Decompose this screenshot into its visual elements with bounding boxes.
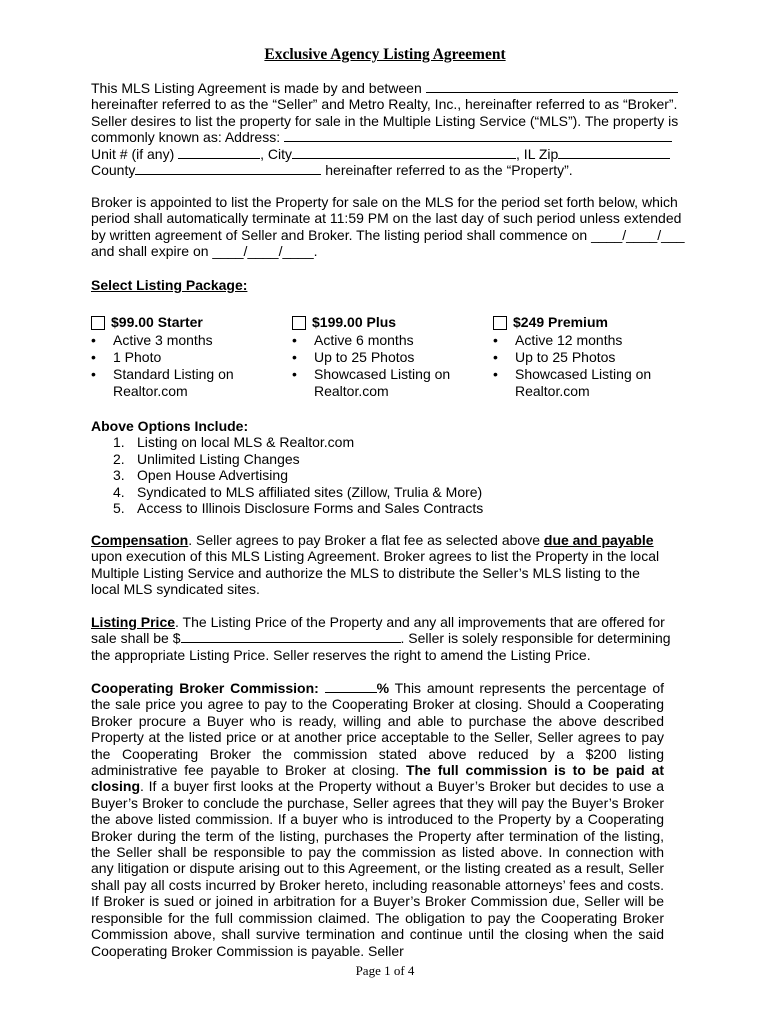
- premium-checkbox[interactable]: [493, 316, 507, 330]
- coop-commission-paragraph: [91, 680, 664, 959]
- coop-label: Cooperating Broker Commission:: [91, 680, 319, 696]
- period-paragraph: [91, 194, 691, 260]
- option-item: 1. Listing on local MLS & Realtor.com: [113, 434, 355, 451]
- listing-price-paragraph: [91, 614, 691, 663]
- listing-price-blank[interactable]: [181, 630, 401, 643]
- package-name: $99.00 Starter: [111, 314, 203, 330]
- package-premium: [493, 314, 683, 400]
- options-section: [91, 418, 691, 516]
- listing-price-text: . The Listing Price of the Property and any all improvements that are offered for: [175, 614, 665, 630]
- intro-line-2: hereinafter referred to as the “Seller” and Metro Realty, Inc., hereinafter referred to as “Broker”.: [91, 96, 678, 113]
- intro-line-1: This MLS Listing Agreement is made by and between: [91, 80, 422, 96]
- package-bullet: • Up to 25 Photos: [493, 349, 683, 366]
- coop-percent-blank[interactable]: [325, 680, 377, 693]
- zip-label: , IL Zip: [516, 145, 559, 162]
- package-plus: [292, 314, 482, 400]
- compensation-emphasis: due and payable: [543, 532, 654, 548]
- intro-paragraph: [91, 80, 691, 178]
- period-line-2: period shall automatically terminate at 11:59 PM on the last day of such period unless extended: [91, 210, 682, 227]
- county-label: County: [91, 162, 136, 179]
- county-tail: hereinafter referred to as the “Property”.: [325, 162, 573, 179]
- compensation-label: Compensation: [91, 532, 189, 548]
- zip-blank[interactable]: [558, 146, 670, 159]
- option-item: 4. Syndicated to MLS affiliated sites (Zillow, Trulia & More): [113, 483, 483, 500]
- listing-price-text-4: the appropriate Listing Price. Seller reserves the right to amend the Listing Price.: [91, 646, 591, 663]
- unit-label: Unit # (if any): [91, 145, 175, 162]
- unit-blank[interactable]: [178, 146, 260, 159]
- package-name: $249 Premium: [513, 314, 608, 330]
- party-name-blank[interactable]: [426, 80, 678, 93]
- option-item: 3. Open House Advertising: [113, 467, 288, 484]
- package-bullet: • Showcased Listing on Realtor.com: [292, 366, 464, 400]
- listing-price-label: Listing Price: [91, 614, 176, 630]
- listing-price-text-2: sale shall be $: [91, 630, 181, 647]
- compensation-text-2: upon execution of this MLS Listing Agreement. Broker agrees to list the Property in the local Multiple Listing Service and authorize the MLS to distribute the Seller’s MLS listing to the local MLS syndicated sites.: [91, 548, 660, 598]
- package-bullet: • Up to 25 Photos: [292, 349, 482, 366]
- period-line-1: Broker is appointed to list the Property for sale on the MLS for the period set forth below, which: [91, 194, 678, 210]
- package-starter: [91, 314, 281, 400]
- county-blank[interactable]: [135, 162, 321, 175]
- intro-line-4: commonly known as: Address:: [91, 129, 281, 146]
- coop-bold-text: The full commission is to be paid at closing: [91, 762, 664, 795]
- option-item: 5. Access to Illinois Disclosure Forms and Sales Contracts: [113, 500, 484, 517]
- starter-checkbox[interactable]: [91, 316, 105, 330]
- package-bullet: • Active 6 months: [292, 332, 482, 349]
- coop-percent-sign: %: [376, 680, 390, 696]
- compensation-paragraph: [91, 532, 671, 598]
- package-bullet: • Active 12 months: [493, 332, 683, 349]
- package-bullet: • Active 3 months: [91, 332, 281, 349]
- package-bullet: • 1 Photo: [91, 349, 281, 366]
- coop-text: This amount represents the percentage of the sale price you agree to pay to the Cooperating Broker at closing. Should a Cooperating Broker procure a Buyer who is ready, willing and able to purchase the above described Property at the listed price or at another price acceptable to the Seller, Seller agrees to pay the Cooperating Broker the commission stated above reduced by a $200 listing administrative fee payable to Broker at closing.: [91, 680, 665, 779]
- coop-text-2: . If a buyer first looks at the Property without a Buyer’s Broker but decides to use a Buyer’s Broker to conclude the purchase, Seller agrees that they will pay the Buyer’s Broker the above listed commission. If a buyer who is introduced to the Property by a Cooperating Broker during the term of the listing, purchases the Property after termination of the listing, the Seller shall be responsible to pay the commission as listed above. In connection with any litigation or dispute arising out to this Agreement, or the listing created as a result, Seller shall pay all costs incurred by Broker hereto, including reasonable attorneys’ fees and costs. If Broker is sued or joined in arbitration for a Buyer’s Broker Commission due, Seller will be responsible for the full commission claimed. The obligation to pay the Cooperating Broker Commission above, shall survive termination and continue until the closing when the said Cooperating Broker Commission is payable. Seller: [91, 778, 664, 959]
- period-line-3: by written agreement of Seller and Broker. The listing period shall commence on ____/____/___: [91, 226, 685, 243]
- package-bullet: • Showcased Listing on Realtor.com: [493, 366, 665, 400]
- compensation-text: . Seller agrees to pay Broker a flat fee as selected above: [188, 532, 544, 548]
- city-label: , City: [260, 145, 293, 162]
- address-blank[interactable]: [284, 129, 672, 142]
- document-title: Exclusive Agency Listing Agreement: [264, 46, 506, 63]
- intro-line-3: Seller desires to list the property for sale in the Multiple Listing Service (“MLS”). The property is: [91, 112, 679, 129]
- page-number: Page 1 of 4: [355, 963, 415, 978]
- package-bullet: • Standard Listing on Realtor.com: [91, 366, 253, 400]
- plus-checkbox[interactable]: [292, 316, 306, 330]
- options-heading: Above Options Include:: [91, 418, 249, 434]
- package-name: $199.00 Plus: [312, 314, 397, 330]
- period-line-4: and shall expire on ____/____/____.: [91, 243, 318, 260]
- listing-price-text-3: . Seller is solely responsible for determining: [400, 630, 671, 647]
- city-blank[interactable]: [292, 146, 516, 159]
- select-package-heading: Select Listing Package:: [91, 277, 248, 293]
- option-item: 2. Unlimited Listing Changes: [113, 450, 300, 467]
